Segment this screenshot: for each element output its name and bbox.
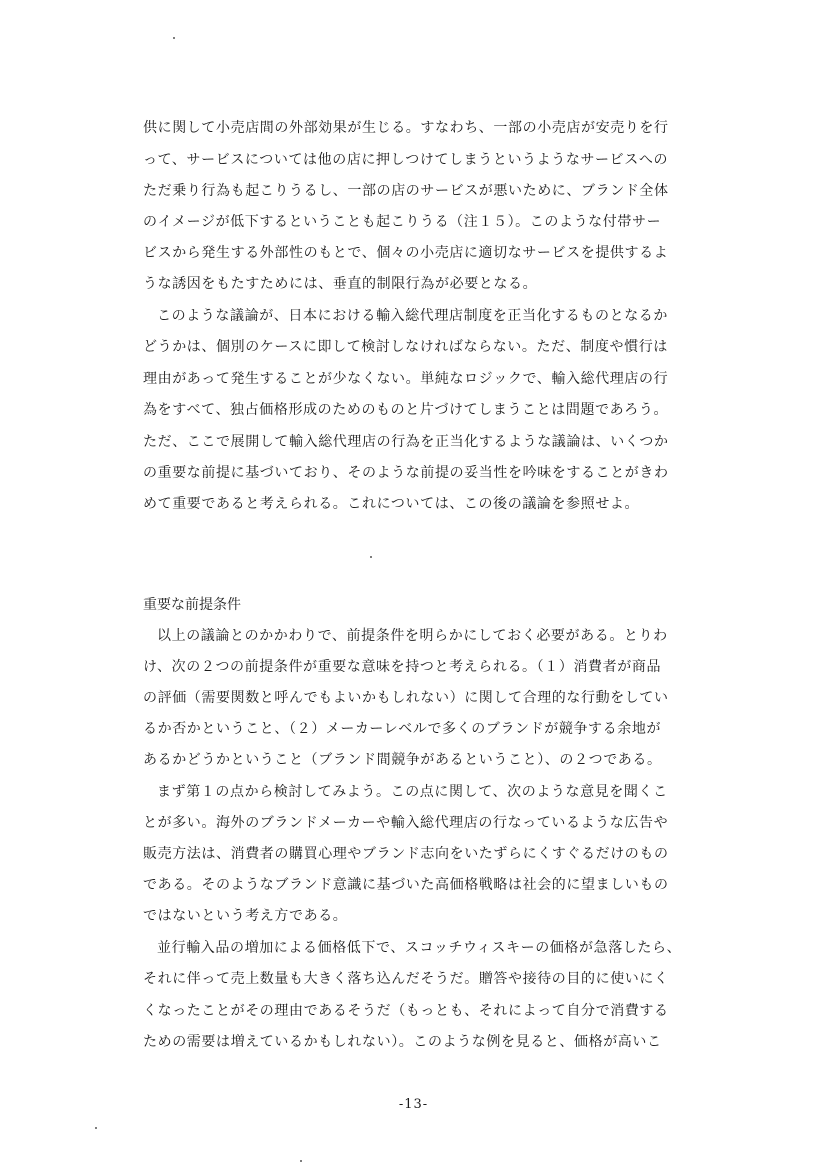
text-line: ための需要は増えているかもしれない）。このような例を見ると、価格が高いこ	[143, 1034, 662, 1050]
text-line: ではないという考え方である。	[143, 908, 348, 924]
text-line: うな誘因をもたすためには、垂直的制限行為が必要となる。	[143, 276, 538, 292]
text-line: めて重要であると考えられる。これについては、この後の議論を参照せよ。	[143, 496, 640, 512]
text-line: くなったことがその理由であるそうだ（もっとも、それによって自分で消費する	[143, 1003, 669, 1019]
text-line: 並行輸入品の増加による価格低下で、スコッチウィスキーの価格が急落したら、	[157, 940, 682, 956]
scan-speck	[95, 1127, 97, 1129]
text-line: の評価（需要関数と呼んでもよいかもしれない）に関して合理的な行動をしてい	[143, 690, 669, 706]
text-line: って、サービスについては他の店に押しつけてしまうというようなサービスへの	[143, 152, 669, 168]
text-line: のイメージが低下するということも起こりうる（注１５）。このような付帯サー	[143, 214, 662, 230]
text-line: 以上の議論とのかかわりで、前提条件を明らかにしておく必要がある。とりわ	[157, 628, 668, 644]
text-line: の重要な前提に基づいており、そのような前提の妥当性を吟味をすることがきわ	[143, 465, 669, 481]
text-line: 供に関して小売店間の外部効果が生じる。すなわち、一部の小売店が安売りを行	[143, 120, 669, 136]
text-line: 為をすべて、独占価格形成のためのものと片づけてしまうことは問題であろう。	[143, 402, 669, 418]
text-line: け、次の２つの前提条件が重要な意味を持つと考えられる。（１）消費者が商品	[143, 659, 662, 675]
text-line: ただ、ここで展開して輸入総代理店の行為を正当化するような議論は、いくつか	[143, 434, 669, 450]
text-line: どうかは、個別のケースに即して検討しなければならない。ただ、制度や慣行は	[143, 339, 668, 355]
text-line: ただ乗り行為も起こりうるし、一部の店のサービスが悪いために、ブランド全体	[143, 183, 669, 199]
text-line: 理由があって発生することが少なくない。単純なロジックで、輸入総代理店の行	[143, 371, 669, 387]
text-line: 販売方法は、消費者の購買心理やブランド志向をいたずらにくすぐるだけのもの	[143, 846, 669, 862]
text-line: このような議論が、日本における輸入総代理店制度を正当化するものとなるか	[157, 308, 668, 324]
text-line: である。そのようなブランド意識に基づいた高価格戦略は社会的に望ましいもの	[143, 877, 669, 893]
text-line: とが多い。海外のブランドメーカーや輸入総代理店の行なっているような広告や	[143, 815, 669, 831]
page-number: -13-	[398, 1097, 429, 1112]
text-line: ビスから発生する外部性のもとで、個々の小売店に適切なサービスを提供するよ	[143, 245, 669, 261]
scan-speck	[300, 1160, 302, 1162]
text-line: るか否かということ、（２）メーカーレベルで多くのブランドが競争する余地が	[143, 721, 662, 737]
scan-speck	[173, 37, 175, 39]
text-line: あるかどうかということ（ブランド間競争があるということ）、の２つである。	[143, 752, 662, 768]
text-line: まず第１の点から検討してみよう。この点に関して、次のような意見を聞くこ	[157, 784, 668, 800]
section-heading: 重要な前提条件	[143, 597, 241, 613]
scan-speck	[370, 556, 372, 558]
text-line: それに伴って売上数量も大きく落ち込んだそうだ。贈答や接待の目的に使いにく	[143, 971, 669, 987]
